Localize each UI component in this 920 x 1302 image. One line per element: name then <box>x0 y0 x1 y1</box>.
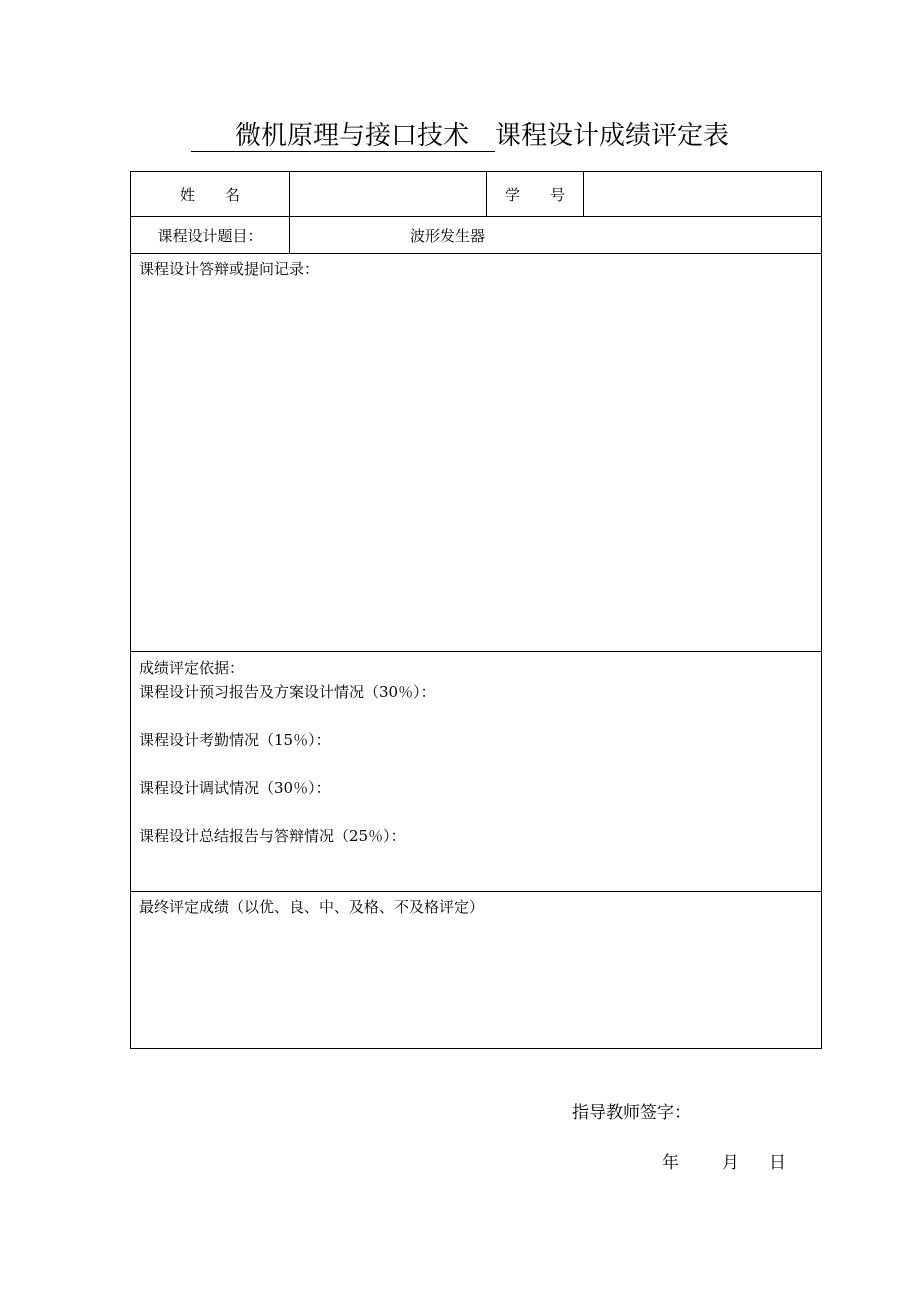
defense-record-label: 课程设计答辩或提问记录： <box>139 260 320 278</box>
topic-label: 课程设计题目： <box>131 217 290 254</box>
basis-item-preview: 课程设计预习报告及方案设计情况（30％）： <box>139 683 436 701</box>
student-id-label: 学 号 <box>487 172 584 217</box>
date-month: 月 <box>722 1153 739 1173</box>
date-year: 年 <box>662 1153 679 1173</box>
grading-basis-label: 成绩评定依据： <box>139 659 245 677</box>
name-row <box>131 172 822 217</box>
date-line <box>662 1150 789 1176</box>
basis-item-attendance: 课程设计考勤情况（15％）： <box>139 731 331 749</box>
grading-basis-row <box>131 652 822 892</box>
defense-record-row <box>131 254 822 652</box>
course-name: 微机原理与接口技术 <box>191 121 495 152</box>
title-suffix: 课程设计成绩评定表 <box>495 121 730 151</box>
name-label: 姓 名 <box>131 172 290 217</box>
final-grade-row <box>131 892 822 1049</box>
topic-row <box>131 217 822 254</box>
name-field[interactable] <box>290 172 487 217</box>
date-day: 日 <box>769 1153 786 1173</box>
document-title <box>0 118 920 154</box>
grading-basis-cell[interactable] <box>131 652 822 892</box>
student-id-field[interactable] <box>584 172 822 217</box>
signature-label: 指导教师签字： <box>572 1103 691 1123</box>
final-grade-label: 最终评定成绩（以优、良、中、及格、不及格评定） <box>139 898 485 916</box>
basis-item-report: 课程设计总结报告与答辩情况（25％）： <box>139 827 406 845</box>
basis-item-debugging: 课程设计调试情况（30％）： <box>139 779 331 797</box>
topic-value: 波形发生器 <box>290 217 822 254</box>
final-grade-cell[interactable] <box>131 892 822 1049</box>
defense-record-cell[interactable] <box>131 254 822 652</box>
grade-form-table <box>130 171 822 1049</box>
